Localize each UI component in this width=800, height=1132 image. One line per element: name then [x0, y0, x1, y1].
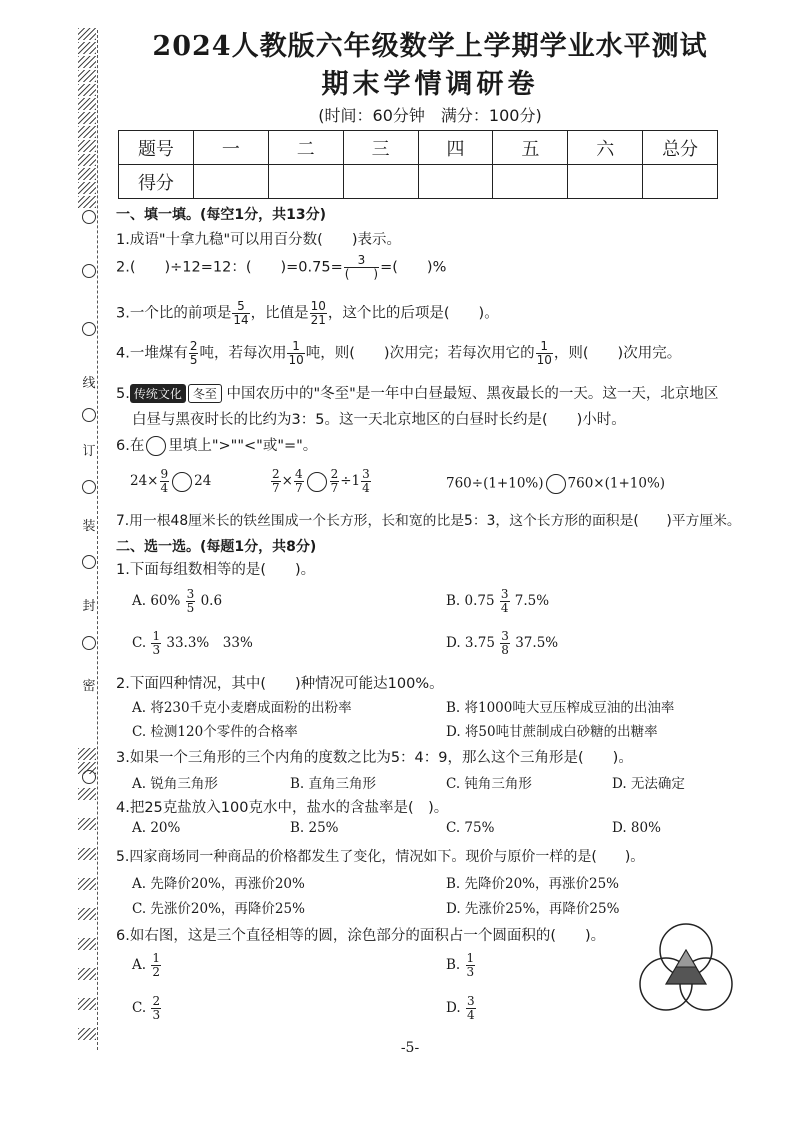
numerator: 3 [362, 467, 370, 481]
numerator: 3 [501, 629, 509, 643]
binding-hole [82, 636, 96, 650]
numerator: 5 [232, 300, 249, 314]
option-text: 7.5% [514, 593, 550, 609]
option-c[interactable]: C. 检测120个零件的合格率 [132, 724, 298, 740]
fraction [232, 300, 249, 327]
fraction [500, 630, 510, 657]
denominator: 5 [186, 601, 195, 615]
numerator: 3 [466, 994, 475, 1008]
option-text: 37.5% [515, 635, 559, 651]
comparison-3 [446, 474, 665, 494]
binding-hole [82, 408, 96, 422]
option-c[interactable]: C. 先涨价20%，再降价25% [132, 901, 305, 917]
page-title: 2024人教版六年级数学上学期学业水平测试 [152, 31, 708, 62]
option-text: A. [132, 957, 147, 973]
binding-hole [82, 770, 96, 784]
question-text: =( )% [380, 259, 447, 276]
fraction [310, 300, 327, 327]
denominator: 10 [288, 353, 304, 367]
option-c[interactable]: C. 75% [446, 820, 495, 836]
option-d[interactable] [446, 630, 558, 657]
option-d[interactable] [446, 995, 477, 1022]
numerator: 1 [152, 629, 161, 643]
option-a[interactable]: A. 锐角三角形 [132, 776, 218, 792]
option-a[interactable]: A. 先降价20%，再涨价20% [132, 876, 305, 892]
numerator: 3 [500, 587, 509, 601]
cut-line [97, 30, 98, 1050]
numerator: 3 [344, 254, 379, 268]
denominator: 2 [152, 965, 160, 979]
denominator: 4 [362, 481, 370, 495]
three-circles-figure [636, 918, 736, 1018]
table-cell: 三 [343, 131, 418, 165]
binding-hole [82, 480, 96, 494]
question-text: 2.( )÷12=12：( )=0.75= [116, 259, 343, 276]
binding-hole [82, 264, 96, 278]
fraction [500, 588, 510, 615]
option-d[interactable]: D. 80% [612, 820, 661, 836]
binding-margin [76, 28, 102, 1048]
numerator: 9 [160, 467, 169, 481]
option-c[interactable] [132, 630, 253, 657]
answer-circle[interactable] [307, 472, 327, 492]
numerator: 2 [272, 467, 280, 481]
question-2-4: 4.把25克盐放入100克水中，盐水的含盐率是( )。 [116, 800, 449, 816]
question-text: 4.一堆煤有 [116, 345, 188, 362]
binding-hole [82, 555, 96, 569]
score-input-cell[interactable] [643, 165, 718, 199]
comparison-1 [130, 468, 211, 495]
denominator: 21 [310, 313, 326, 327]
option-text: A. 60% [132, 593, 181, 609]
denominator: 10 [536, 353, 552, 367]
denominator: 5 [189, 353, 198, 367]
option-d[interactable]: D. 无法确定 [612, 776, 685, 792]
table-cell: 总分 [643, 131, 718, 165]
question-text: 3.一个比的前项是 [116, 305, 232, 322]
option-b[interactable]: B. 先降价20%，再涨价25% [446, 876, 620, 892]
option-text: C. [132, 1000, 147, 1016]
margin-label: 封 [82, 599, 96, 614]
option-a[interactable] [132, 588, 222, 615]
denominator: 3 [152, 643, 161, 657]
table-row [119, 131, 718, 165]
question-1-6 [116, 434, 317, 456]
numerator: 1 [466, 951, 475, 965]
question-1-4 [116, 340, 681, 367]
fraction [466, 995, 476, 1022]
expr-text: 24× [130, 473, 159, 489]
question-1-7: 7.用一根48厘米长的铁丝围成一个长方形，长和宽的比是5：3，这个长方形的面积是( )平方厘米。 [116, 513, 741, 529]
denominator: 7 [330, 481, 339, 495]
denominator: 7 [294, 481, 303, 495]
margin-label: 订 [82, 444, 96, 459]
fraction [466, 952, 476, 979]
option-d[interactable]: D. 先涨价25%，再降价25% [446, 901, 620, 917]
question-1-3 [116, 300, 499, 327]
option-a[interactable]: A. 20% [132, 820, 181, 836]
denominator: 3 [466, 965, 475, 979]
option-d[interactable]: D. 将50吨甘蔗制成白砂糖的出糖率 [446, 724, 658, 740]
expr-text: 760×(1+10%) [567, 475, 666, 492]
fraction [160, 468, 170, 495]
table-cell: 六 [568, 131, 643, 165]
fraction [271, 468, 281, 495]
binding-hole [82, 210, 96, 224]
score-input-cell[interactable] [493, 165, 568, 199]
option-c[interactable]: C. 钝角三角形 [446, 776, 532, 792]
numerator: 2 [152, 994, 161, 1008]
culture-tag: 传统文化 [130, 384, 186, 403]
numerator: 2 [189, 339, 198, 353]
expr-text: ÷1 [340, 473, 361, 489]
table-row [119, 165, 718, 199]
denominator: 7 [272, 481, 280, 495]
option-text: 33.3% 33% [166, 635, 253, 651]
numerator: 3 [186, 587, 195, 601]
fraction [287, 340, 304, 367]
numerator: 10 [310, 299, 326, 313]
table-cell: 四 [418, 131, 493, 165]
score-input-cell[interactable] [343, 165, 418, 199]
option-b[interactable]: B. 将1000吨大豆压榨成豆油的出油率 [446, 700, 675, 716]
question-1-5: 5. 传统文化 冬至 中国农历中的"冬至"是一年中白昼最短、黑夜最长的一天。这一天，北京地区 [116, 386, 719, 402]
expr-text: × [281, 473, 293, 489]
question-2-5: 5.四家商场同一种商品的价格都发生了变化，情况如下。现价与原价一样的是( )。 [116, 849, 645, 865]
question-1-5-line2: 白昼与黑夜时长的比约为3：5。这一天北京地区的白昼时长约是( )小时。 [132, 412, 626, 428]
question-text: ，则( )次用完。 [553, 345, 682, 362]
topic-tag: 冬至 [188, 384, 222, 403]
margin-label: 线 [82, 376, 96, 391]
question-2-3: 3.如果一个三角形的三个内角的度数之比为5：4：9，那么这个三角形是( )。 [116, 750, 633, 766]
question-2-2: 2.下面四种情况，其中( )种情况可能达100%。 [116, 676, 444, 692]
option-a[interactable]: A. 将230千克小麦磨成面粉的出粉率 [132, 700, 352, 716]
page-number: -5- [400, 1040, 420, 1056]
compare-circle-icon [146, 436, 166, 456]
option-b[interactable]: B. 25% [290, 820, 339, 836]
denominator: 4 [160, 481, 169, 495]
section-heading: 二、选一选。(每题1分，共8分) [116, 539, 317, 555]
fraction [151, 952, 161, 979]
denominator: 14 [233, 313, 249, 327]
expr-text: 24 [194, 473, 212, 489]
option-text: B. [446, 957, 461, 973]
table-cell: 得分 [119, 165, 194, 199]
answer-circle[interactable] [172, 472, 192, 492]
score-input-cell[interactable] [193, 165, 268, 199]
numerator: 1 [152, 951, 160, 965]
table-cell: 二 [268, 131, 343, 165]
question-text: ，这个比的后项是( )。 [327, 305, 499, 322]
denominator: ( ) [344, 267, 379, 281]
option-text: B. 0.75 [446, 593, 495, 609]
section-heading: 一、填一填。(每空1分，共13分) [116, 207, 327, 223]
table-cell: 题号 [119, 131, 194, 165]
denominator: 4 [500, 601, 509, 615]
fraction [294, 468, 304, 495]
margin-label: 密 [82, 679, 96, 694]
numerator: 2 [330, 467, 339, 481]
option-b[interactable] [446, 952, 476, 979]
option-text: C. [132, 635, 147, 651]
fraction [151, 630, 161, 657]
expr-text: 760÷(1+10%) [446, 475, 544, 492]
option-text: D. 3.75 [446, 635, 495, 651]
score-table [118, 130, 718, 199]
option-b[interactable]: B. 直角三角形 [290, 776, 377, 792]
binding-hole [82, 322, 96, 336]
question-text: ，比值是 [250, 305, 309, 322]
table-cell: 一 [193, 131, 268, 165]
score-input-cell[interactable] [418, 165, 493, 199]
option-b[interactable] [446, 588, 549, 615]
question-text: 6.在 [116, 438, 145, 454]
page-subtitle-title: 期末学情调研卷 [321, 69, 539, 100]
option-c[interactable] [132, 995, 162, 1022]
question-text: 中国农历中的"冬至"是一年中白昼最短、黑夜最长的一天。这一天，北京地区 [226, 386, 719, 402]
fraction [361, 468, 371, 495]
fraction [344, 254, 379, 281]
question-text: 吨，若每次用 [199, 345, 287, 362]
fraction [330, 468, 340, 495]
question-text: 里填上">""<"或"="。 [168, 438, 318, 454]
exam-info: (时间：60分钟 满分：100分) [318, 106, 542, 125]
fraction [151, 995, 161, 1022]
fraction [189, 340, 199, 367]
denominator: 4 [466, 1008, 475, 1022]
numerator: 4 [294, 467, 303, 481]
question-1-2 [116, 254, 446, 281]
numerator: 1 [536, 340, 553, 354]
fraction [536, 340, 553, 367]
option-a[interactable] [132, 952, 162, 979]
table-cell: 五 [493, 131, 568, 165]
question-text: 吨，则( )次用完；若每次用它的 [305, 345, 535, 362]
question-1-1: 1.成语"十拿九稳"可以用百分数( )表示。 [116, 232, 401, 248]
denominator: 3 [152, 1008, 161, 1022]
denominator: 8 [501, 643, 509, 657]
inner-triangle [676, 950, 696, 967]
question-2-1: 1.下面每组数相等的是( )。 [116, 562, 316, 578]
margin-label: 装 [82, 519, 96, 534]
numerator: 1 [287, 340, 304, 354]
question-2-6: 6.如右图，这是三个直径相等的圆，涂色部分的面积占一个圆面积的( )。 [116, 928, 606, 944]
option-text: D. [446, 1000, 461, 1016]
fraction [186, 588, 196, 615]
comparison-2 [270, 468, 372, 495]
answer-circle[interactable] [546, 474, 566, 494]
score-input-cell[interactable] [568, 165, 643, 199]
score-input-cell[interactable] [268, 165, 343, 199]
option-text: 0.6 [200, 593, 223, 609]
